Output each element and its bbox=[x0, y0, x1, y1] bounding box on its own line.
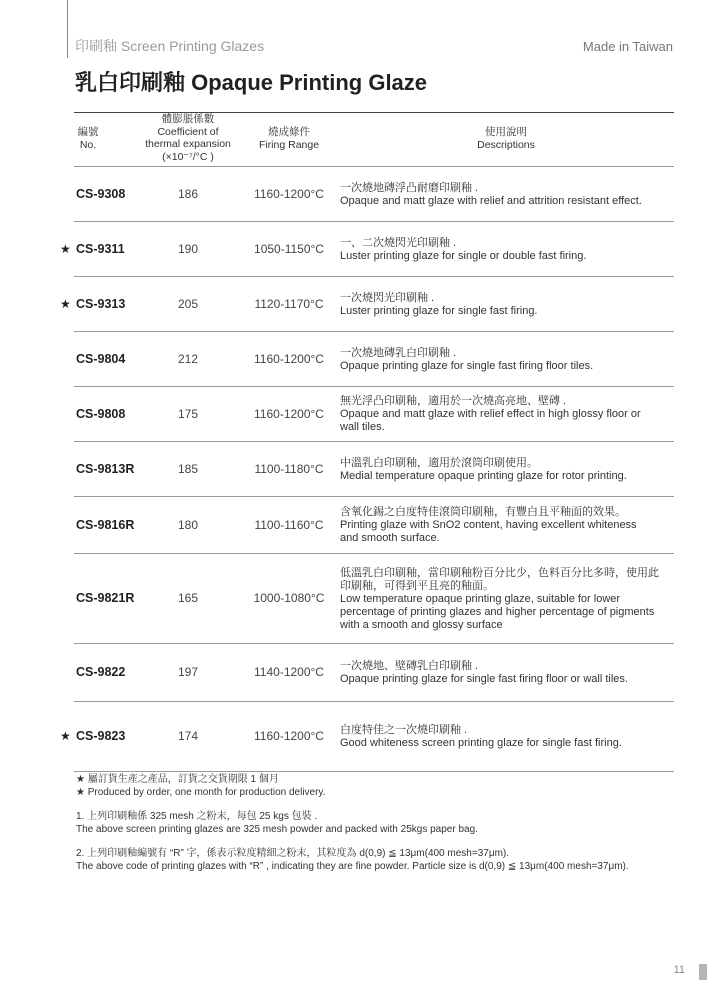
table-row bbox=[74, 332, 674, 387]
featured-star: ★ bbox=[60, 242, 71, 256]
firing-range: 1160-1200°C bbox=[254, 352, 324, 366]
product-code: CS-9308 bbox=[76, 187, 126, 201]
description-line: Luster printing glaze for single fast firing. bbox=[340, 305, 538, 317]
table-row bbox=[74, 644, 674, 702]
description-line: and smooth surface. bbox=[340, 532, 440, 544]
description-line: 一次燒閃光印刷釉 . bbox=[340, 292, 435, 304]
firing-range: 1160-1200°C bbox=[254, 729, 324, 743]
header-firing-range: 燒成條件 Firing Range bbox=[258, 126, 320, 151]
firing-range: 1050-1150°C bbox=[254, 242, 324, 256]
product-description bbox=[340, 182, 674, 208]
expansion-coefficient: 205 bbox=[177, 297, 199, 311]
description-line: Opaque printing glaze for single fast firing floor or wall tiles. bbox=[340, 673, 628, 685]
description-line: 無光浮凸印刷釉，適用於一次燒高亮地、壁磚 . bbox=[340, 395, 567, 407]
table-row bbox=[74, 554, 674, 644]
table-row bbox=[74, 497, 674, 554]
product-description bbox=[340, 660, 674, 686]
description-line: Printing glaze with SnO2 content, having excellent whiteness bbox=[340, 519, 637, 531]
header-code: 編號 No. bbox=[77, 126, 99, 151]
firing-range: 1160-1200°C bbox=[254, 407, 324, 421]
expansion-coefficient: 197 bbox=[177, 665, 199, 679]
product-description bbox=[340, 724, 674, 750]
table-row bbox=[60, 277, 674, 332]
description-line: 一次燒地磚乳白印刷釉 . bbox=[340, 347, 457, 359]
product-description bbox=[340, 395, 674, 434]
expansion-coefficient: 174 bbox=[177, 729, 199, 743]
description-line: 白度特佳之一次燒印刷釉 . bbox=[340, 724, 468, 736]
description-line: 一次燒地磚浮凸耐磨印刷釉 . bbox=[340, 182, 479, 194]
featured-star: ★ bbox=[60, 729, 71, 743]
header-vertical-rule bbox=[67, 0, 68, 58]
note2-en: The above code of printing glazes with “R” , indicating they are fine powder. Particle size is d(0,9) ≦ 13μm(400 mesh=37μm). bbox=[76, 861, 629, 872]
expansion-coefficient: 212 bbox=[177, 352, 199, 366]
note1-en: The above screen printing glazes are 325 mesh powder and packed with 25kgs paper bag. bbox=[76, 824, 478, 835]
firing-range: 1000-1080°C bbox=[253, 591, 325, 605]
product-description bbox=[340, 457, 674, 483]
product-code: CS-9313 bbox=[76, 297, 126, 311]
description-line: Low temperature opaque printing glaze, suitable for lower bbox=[340, 593, 621, 605]
product-code: CS-9823 bbox=[76, 729, 126, 743]
product-code: CS-9813R bbox=[76, 462, 135, 476]
made-in-label: Made in Taiwan bbox=[582, 39, 673, 54]
description-line: Opaque and matt glaze with relief and attrition resistant effect. bbox=[340, 195, 642, 207]
notes bbox=[76, 773, 676, 873]
expansion-coefficient: 190 bbox=[177, 242, 199, 256]
description-line: wall tiles. bbox=[340, 421, 385, 433]
product-code: CS-9804 bbox=[76, 352, 126, 366]
product-code: CS-9808 bbox=[76, 407, 126, 421]
description-line: 含氧化錫之白度特佳滾筒印刷釉，有豐白且平釉面的效果。 bbox=[340, 506, 626, 518]
firing-range: 1120-1170°C bbox=[254, 297, 324, 311]
description-line: 中溫乳白印刷釉，適用於滾筒印刷使用。 bbox=[340, 457, 538, 469]
table-row bbox=[60, 222, 674, 277]
firing-range: 1100-1180°C bbox=[254, 462, 324, 476]
featured-star: ★ bbox=[60, 297, 71, 311]
section-label: 印刷釉 Screen Printing Glazes bbox=[75, 38, 265, 54]
product-description bbox=[340, 506, 674, 545]
expansion-coefficient: 175 bbox=[177, 407, 199, 421]
description-line: 印刷釉，可得到平且亮的釉面。 bbox=[340, 580, 494, 592]
header-coefficient: 體膨脹係數 Coefficient of thermal expansion (×10⁻⁷/°C ) bbox=[145, 113, 231, 163]
expansion-coefficient: 185 bbox=[177, 462, 199, 476]
expansion-coefficient: 186 bbox=[177, 187, 199, 201]
expansion-coefficient: 180 bbox=[177, 518, 199, 532]
product-description bbox=[340, 567, 674, 632]
description-line: 一、二次燒閃光印刷釉 . bbox=[340, 237, 457, 249]
firing-range: 1140-1200°C bbox=[254, 665, 324, 679]
note2-zh: 2. 上列印刷釉編號有 “R” 字，係表示粒度精細之粉末，其粒度為 d(0,9) ≦ 13μm(400 mesh=37μm). bbox=[76, 848, 510, 859]
note-star-en: ★ Produced by order, one month for production delivery. bbox=[76, 787, 326, 798]
product-code: CS-9821R bbox=[76, 591, 135, 605]
description-line: Opaque printing glaze for single fast firing floor tiles. bbox=[340, 360, 594, 372]
description-line: Luster printing glaze for single or double fast firing. bbox=[340, 250, 587, 262]
firing-range: 1100-1160°C bbox=[254, 518, 324, 532]
table-row bbox=[74, 387, 674, 442]
header-descriptions: 使用說明 Descriptions bbox=[477, 126, 535, 151]
expansion-coefficient: 165 bbox=[177, 591, 199, 605]
product-code: CS-9816R bbox=[76, 518, 135, 532]
product-description bbox=[340, 237, 674, 263]
page-number: 11 bbox=[673, 964, 685, 976]
product-code: CS-9822 bbox=[76, 665, 126, 679]
table-row bbox=[60, 702, 674, 772]
table-row bbox=[74, 442, 674, 497]
firing-range: 1160-1200°C bbox=[254, 187, 324, 201]
page-edge-tab bbox=[699, 964, 707, 980]
description-line: with a smooth and glossy surface bbox=[340, 619, 503, 631]
note-star-zh: ★ 屬訂貨生產之產品，訂貨之交貨期限 1 個月 bbox=[76, 774, 279, 785]
description-line: Opaque and matt glaze with relief effect in high glossy floor or bbox=[340, 408, 641, 420]
product-code: CS-9311 bbox=[76, 242, 125, 256]
description-line: 一次燒地、壁磚乳白印刷釉 . bbox=[340, 660, 479, 672]
description-line: Good whiteness screen printing glaze for single fast firing. bbox=[340, 737, 622, 749]
description-line: 低溫乳白印刷釉，當印刷釉粉百分比少，色料百分比多時，使用此 bbox=[340, 567, 659, 579]
note1-zh: 1. 上列印刷釉係 325 mesh 之粉末，每包 25 kgs 包裝 . bbox=[76, 811, 318, 822]
description-line: Medial temperature opaque printing glaze for rotor printing. bbox=[340, 470, 627, 482]
description-line: percentage of printing glazes and higher percentage of pigments bbox=[340, 606, 655, 618]
product-description bbox=[340, 292, 674, 318]
product-description bbox=[340, 347, 674, 373]
page-title: 乳白印刷釉 Opaque Printing Glaze bbox=[75, 70, 428, 95]
table-row bbox=[74, 167, 674, 222]
row-divider bbox=[74, 771, 674, 772]
